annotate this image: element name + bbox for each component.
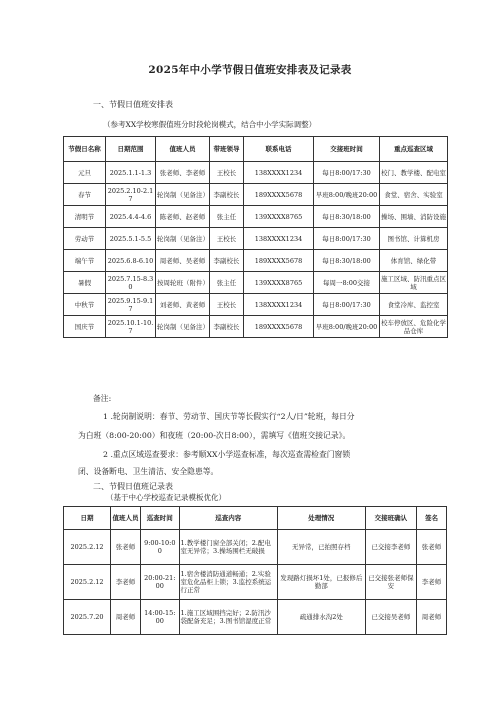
table-cell: 2025.7.15-8.30: [106, 272, 156, 294]
table-cell: 端午节: [64, 250, 106, 272]
table-row: [64, 565, 447, 600]
table-cell: 操场、围墙、消防设施: [380, 206, 448, 228]
header-cell: 巡查时间: [141, 507, 180, 530]
table-cell: 中秋节: [64, 294, 106, 316]
table-cell: 每日8:30/18:00: [314, 206, 380, 228]
table-cell: 每周一8:00交接: [314, 272, 380, 294]
table-row: [64, 184, 448, 206]
table-row: [64, 294, 448, 316]
table-cell: 李副校长: [210, 316, 244, 338]
table-cell: 早班8:00/晚班20:00: [314, 316, 380, 338]
table-row: [64, 316, 448, 338]
table-cell: 20:00-21:00: [141, 565, 180, 600]
table-cell: 李副校长: [210, 184, 244, 206]
table-cell: 李老师: [111, 565, 141, 600]
duty-record-table: [63, 506, 447, 635]
table-cell: 王校长: [210, 162, 244, 184]
table-cell: 劳动节: [64, 228, 106, 250]
header-cell: 重点巡查区域: [380, 137, 448, 162]
section1-heading: 一、节假日值班安排表: [93, 100, 173, 109]
table-cell: 按周轮班（附件）: [156, 272, 210, 294]
table-cell: 发现路灯损坏1处，已报修后勤部: [277, 565, 365, 600]
table-cell: 1.教学楼门窗全部关闭；2.配电室无异常；3.操场围栏无破损: [179, 530, 277, 565]
table-cell: 王校长: [210, 228, 244, 250]
section2-note: （基于中心学校巡查记录模板优化）: [106, 493, 226, 502]
table-cell: 9:00-10:00: [141, 530, 180, 565]
table-cell: 轮岗制（见备注）: [156, 228, 210, 250]
table-cell: 张老师、李老师: [156, 162, 210, 184]
table-cell: 轮岗制（见备注）: [156, 184, 210, 206]
remarks-label: 备注:: [93, 394, 112, 403]
table-cell: 食堂、宿舍、实验室: [380, 184, 448, 206]
table-cell: 138XXXX1234: [244, 294, 314, 316]
remark-item-1-line-1: 1 .轮岗制说明：春节、劳动节、国庆节等长假实行“2人/日”轮班，每日分: [103, 412, 355, 421]
table-row: [64, 600, 447, 635]
table-cell: 施工区域、防汛重点区域: [380, 272, 448, 294]
table-cell: 2025.6.8-6.10: [106, 250, 156, 272]
table-cell: 张老师: [111, 530, 141, 565]
table-cell: 早班8:00/晚班20:00: [314, 184, 380, 206]
table-cell: 2025.10.1-10.7: [106, 316, 156, 338]
table-row: [64, 250, 448, 272]
table-cell: 清明节: [64, 206, 106, 228]
header-cell: 联系电话: [244, 137, 314, 162]
table-cell: 李老师: [417, 565, 447, 600]
table-cell: 无异常，已拍照存档: [277, 530, 365, 565]
table-cell: 元旦: [64, 162, 106, 184]
table-cell: 每日8:00/17:30: [314, 294, 380, 316]
table-cell: 2025.1.1-1.3: [106, 162, 156, 184]
table-cell: 国庆节: [64, 316, 106, 338]
table-cell: 校门、教学楼、配电室: [380, 162, 448, 184]
table-cell: 已交接张老师保安: [365, 565, 416, 600]
table-row: [64, 530, 447, 565]
header-cell: 值班人员: [156, 137, 210, 162]
table-cell: 周老师: [417, 600, 447, 635]
remark-item-2-line-1: 2 .重点区域巡查要求：参考顺XX小学巡查标准，每次巡查需检查门窗锁: [103, 450, 351, 459]
table-cell: 王校长: [210, 294, 244, 316]
table-cell: 疏通排水沟2处: [277, 600, 365, 635]
table-cell: 轮岗制（见备注）: [156, 316, 210, 338]
duty-schedule-table: [63, 136, 448, 338]
table-cell: 每日8:00/17:30: [314, 162, 380, 184]
table-cell: 张老师: [417, 530, 447, 565]
table-cell: 2025.4.4-4.6: [106, 206, 156, 228]
header-cell: 节假日名称: [64, 137, 106, 162]
table-cell: 校车停放区、危险化学品仓库: [380, 316, 448, 338]
table-cell: 暑假: [64, 272, 106, 294]
table-cell: 已交接吴老师: [365, 600, 416, 635]
document-title: 2025年中小学节假日值班安排表及记录表: [148, 64, 352, 76]
table-cell: 189XXXX5678: [244, 184, 314, 206]
table-cell: 139XXXX8765: [244, 206, 314, 228]
table-cell: 已交接李老师: [365, 530, 416, 565]
table-cell: 1.宿舍楼消防通道畅通；2.实验室危化品柜上锁；3.监控系统运行正常: [179, 565, 277, 600]
table-row: [64, 228, 448, 250]
table-cell: 图书馆、计算机房: [380, 228, 448, 250]
header-cell: 处理情况: [277, 507, 365, 530]
table-cell: 2025.2.10-2.17: [106, 184, 156, 206]
table-cell: 2025.9.15-9.17: [106, 294, 156, 316]
header-cell: 带班领导: [210, 137, 244, 162]
table-cell: 每日8:00/17:30: [314, 228, 380, 250]
header-cell: 签名: [417, 507, 447, 530]
table-row: [64, 272, 448, 294]
table-cell: 周老师、吴老师: [156, 250, 210, 272]
header-cell: 交接班确认: [365, 507, 416, 530]
table-cell: 食堂冷库、监控室: [380, 294, 448, 316]
table-cell: 体育馆、绿化带: [380, 250, 448, 272]
table-cell: 李副校长: [210, 250, 244, 272]
table-cell: 14:00-15:00: [141, 600, 180, 635]
table-cell: 138XXXX1234: [244, 162, 314, 184]
table-row: [64, 206, 448, 228]
table-header-row: [64, 507, 447, 530]
table-cell: 138XXXX1234: [244, 228, 314, 250]
header-cell: 值班人员: [111, 507, 141, 530]
table-cell: 每日8:30/18:00: [314, 250, 380, 272]
section1-note: （参考XX学校寒假值班分时段轮岗模式，结合中小学实际调整）: [103, 120, 317, 129]
table-cell: 2025.5.1-5.5: [106, 228, 156, 250]
table-cell: 春节: [64, 184, 106, 206]
table-cell: 张主任: [210, 272, 244, 294]
header-cell: 日期范围: [106, 137, 156, 162]
table-cell: 2025.7.20: [64, 600, 111, 635]
table-row: [64, 162, 448, 184]
remark-item-1-line-2: 为白班（8:00-20:00）和夜班（20:00-次日8:00），需填写《值班交接记录》。: [78, 431, 351, 440]
header-cell: 日期: [64, 507, 111, 530]
table-cell: 周老师: [111, 600, 141, 635]
table-header-row: [64, 137, 448, 162]
header-cell: 交接班时间: [314, 137, 380, 162]
table-cell: 刘老师、黄老师: [156, 294, 210, 316]
table-cell: 2025.2.12: [64, 530, 111, 565]
table-cell: 张主任: [210, 206, 244, 228]
section2-heading: 二、节假日值班记录表: [93, 482, 173, 491]
table-cell: 189XXXX5678: [244, 316, 314, 338]
table-cell: 139XXXX8765: [244, 272, 314, 294]
table-cell: 陈老师、赵老师: [156, 206, 210, 228]
table-cell: 2025.2.12: [64, 565, 111, 600]
header-cell: 巡查内容: [179, 507, 277, 530]
remark-item-2-line-2: 闭、设备断电、卫生清洁、安全隐患等。: [78, 467, 219, 476]
table-cell: 189XXXX5678: [244, 250, 314, 272]
table-cell: 1.施工区域围挡完好；2.防汛沙袋配备充足；3.图书馆湿度正常: [179, 600, 277, 635]
